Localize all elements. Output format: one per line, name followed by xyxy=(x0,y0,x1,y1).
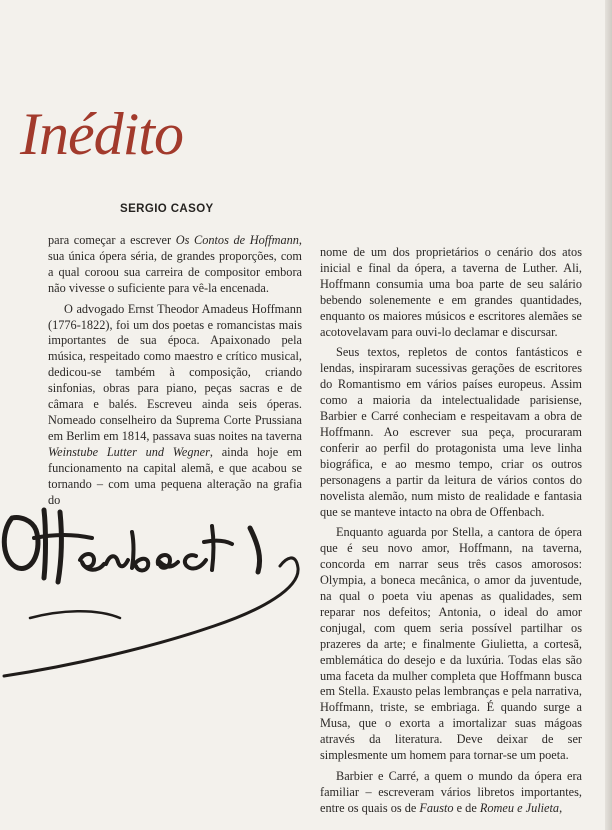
left-column xyxy=(48,233,302,511)
text-run: , xyxy=(559,800,563,815)
italic-text: Weinstube Lutter und Wegner xyxy=(48,444,210,459)
paragraph xyxy=(320,769,582,817)
text-run: , sua única ópera séria, de grandes proporções, com a qual coroou sua carreira de compositor embora não vivesse o suficiente para vê-la encenada. xyxy=(48,233,302,295)
text-run: Barbier e Carré, a quem o mundo da ópera era familiar – escreveram vários libretos importantes, entre os quais os de xyxy=(320,769,582,815)
paragraph xyxy=(48,233,302,297)
paragraph xyxy=(320,245,582,340)
right-column xyxy=(320,245,582,820)
article-title: Inédito xyxy=(20,101,183,167)
text-run: , ainda hoje em funcionamento na capital alemã, e que acabou se tornando – com uma pequena alteração na grafia do xyxy=(48,444,302,507)
italic-text: Os Contos de Hoffmann xyxy=(175,233,299,247)
text-run: e de xyxy=(453,800,480,815)
paragraph xyxy=(320,525,582,764)
paragraph xyxy=(48,302,302,509)
paragraph xyxy=(320,345,582,520)
italic-text: Romeu e Julieta xyxy=(479,800,560,815)
text-run: para começar a escrever xyxy=(48,233,176,247)
offenbach-signature-icon xyxy=(0,498,320,688)
text-run: nome de um dos proprietários o cenário dos atos inicial e final da ópera, a taverna de Luther. Ali, Hoffmann consumia uma boa parte de seu salário bebendo solenemente e em grandes quantidades, enquanto os maiores músicos e escritores alemães se acotovelavam para ouvi-lo declamar e discursar. xyxy=(320,245,582,339)
text-run: Enquanto aguarda por Stella, a cantora de ópera que é seu novo amor, Hoffmann, na taverna, concorda em narrar seus três casos amorosos: Olympia, a boneca mecânica, o amor da juventude, na qual o poeta viu apenas as qualidades, sem reparar nos defeitos; Antonia, o ideal do amor conjugal, com quem seria possível partilhar os prazeres da arte; e finalmente Giulietta, a cortesã, emblemática do desejo e da luxúria. Todas elas são uma faceta da mulher completa que Hoffmann busca em Stella. Exausto pelas lembranças e pela narrativa, Hoffmann, triste, se embriaga. É quando surge a Musa, que o exorta a imortalizar suas mágoas através da literatura. Deve deixar de ser simplesmente um homem para tornar-se um poeta. xyxy=(320,525,582,763)
text-run: Seus textos, repletos de contos fantásticos e lendas, inspiraram sucessivas gerações de escritores do Romantismo em vários países europeus. Assim como a maioria da intelectualidade parisiense, Barbier e Carré conheciam e respeitavam a obra de Hoffmann. Ao escrever sua peça, procuraram conferir ao perfil do protagonista uma leve linha biográfica, e ao mesmo tempo, criar os outros personagens a partir da leitura de vários contos do novelista alemão, num misto de realidade e fantasia que se manteve intacto na obra de Offenbach. xyxy=(320,345,582,519)
author-byline: SERGIO CASOY xyxy=(120,203,214,215)
text-run: O advogado Ernst Theodor Amadeus Hoffmann (1776-1822), foi um dos poetas e romancistas mais importantes de sua época. Apaixonado pela música, respeitado como maestro e crítico musical, dedicou-se também à composição, criando sinfonias, obras para piano, peças sacras e de câmara e balés. Escreveu ainda seis óperas. Nomeado conselheiro da Suprema Corte Prussiana em Berlim em 1814, passava suas noites na taverna xyxy=(48,301,302,443)
page-edge xyxy=(605,0,612,830)
italic-text: Fausto xyxy=(419,800,454,815)
